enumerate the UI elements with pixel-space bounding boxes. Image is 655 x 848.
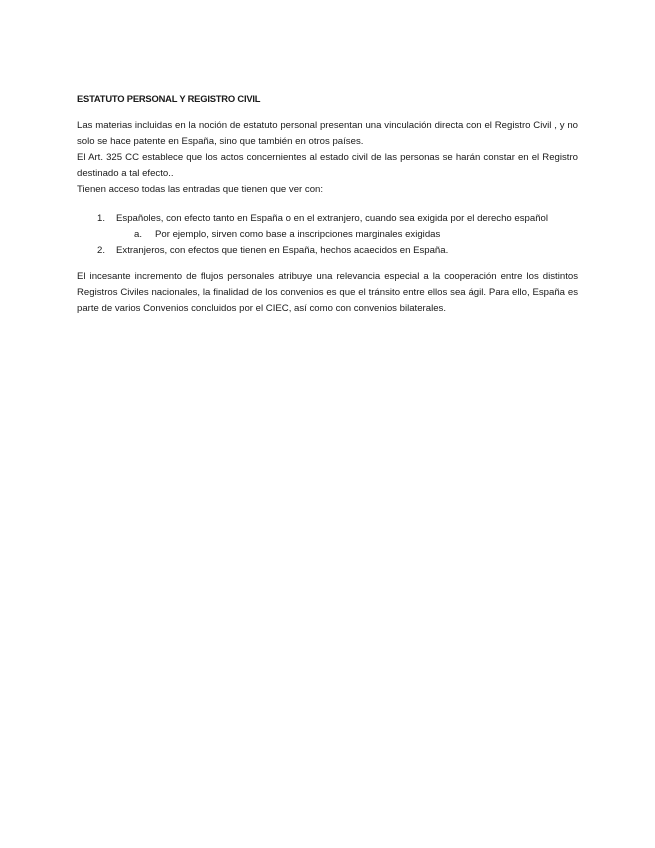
intro-paragraph-2: El Art. 325 CC establece que los actos concernientes al estado civil de las personas se harán constar en el Registro destinado a tal efecto.. <box>77 152 578 179</box>
sub-list-item-text: Por ejemplo, sirven como base a inscripciones marginales exigidas <box>155 229 441 240</box>
intro-paragraph-1: Las materias incluidas en la noción de estatuto personal presentan una vinculación directa con el Registro Civil , y no solo se hace patente en España, sino que también en otros países. <box>77 120 578 147</box>
numbered-list <box>77 211 578 259</box>
document-page <box>77 92 578 317</box>
list-marker: 2. <box>97 245 106 256</box>
document-title: ESTATUTO PERSONAL Y REGISTRO CIVIL <box>77 93 261 104</box>
intro-paragraph-3: Tienen acceso todas las entradas que tienen que ver con: <box>77 184 324 195</box>
sub-list-marker: a. <box>134 229 143 240</box>
list-item-text: Españoles, con efecto tanto en España o en el extranjero, cuando sea exigida por el derecho español <box>116 213 549 224</box>
list-item <box>77 243 578 259</box>
list-item-text: Extranjeros, con efectos que tienen en España, hechos acaecidos en España. <box>116 245 449 256</box>
sub-list-item <box>116 227 578 243</box>
list-item <box>77 211 578 227</box>
list-marker: 1. <box>97 213 106 224</box>
closing-paragraph: El incesante incremento de flujos personales atribuye una relevancia especial a la cooperación entre los distintos Registros Civiles nacionales, la finalidad de los convenios es que el tránsito entre ellos sea ágil. Para ello, España es parte de varios Convenios concluidos por el CIEC, así como con convenios bilaterales. <box>77 271 578 314</box>
